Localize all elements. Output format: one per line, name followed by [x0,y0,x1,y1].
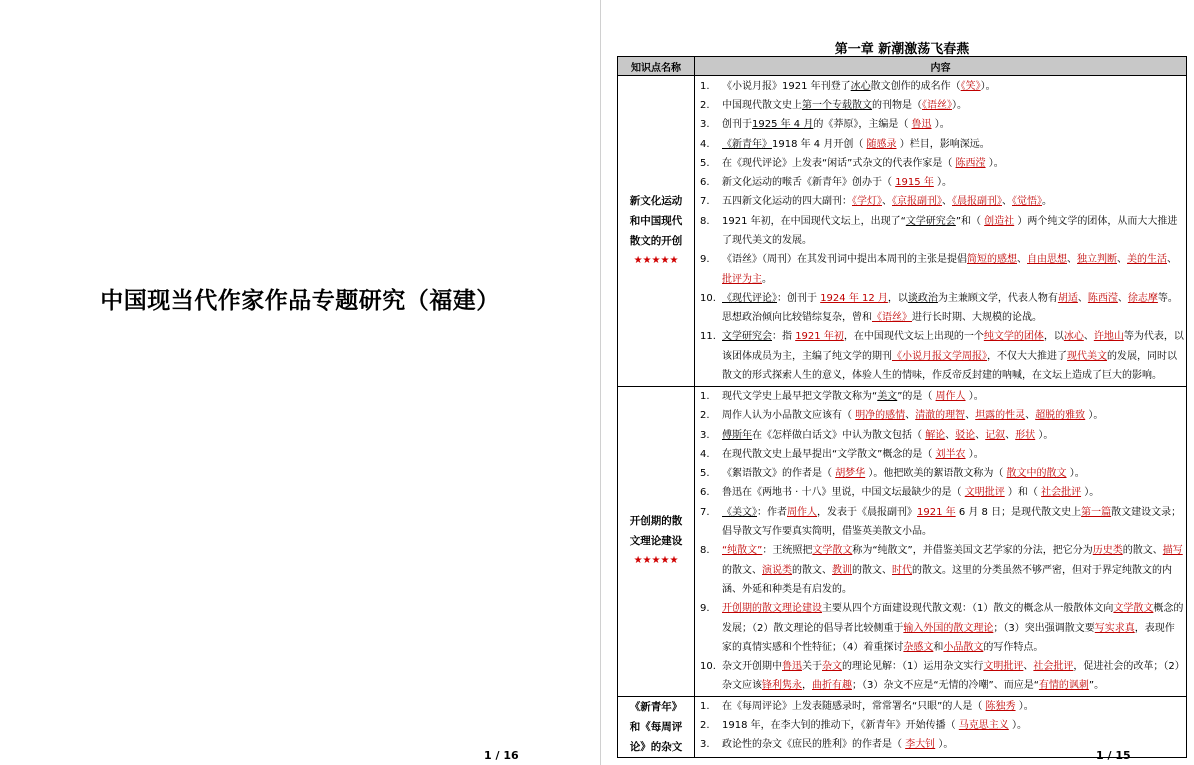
plain-text: ；（3）杂文不应是“无情的冷嘲”、而应是“ [852,680,1039,692]
underlined-text: 1925 年 4 月 [752,119,814,131]
answer-text: 写实求真 [1094,622,1135,634]
plain-text: 《小说月报》1921 年刊登了 [722,80,851,92]
chapter-title: 第一章 新潮激荡飞春燕 [834,42,970,57]
list-item [700,96,1184,115]
answer-text: 文学散文 [1113,603,1154,615]
answer-text: 清澈的理智 [915,410,966,422]
item-number: 5. [700,157,710,169]
list-item [700,716,1184,735]
item-number: 8. [700,215,710,227]
answer-text: 形状 [1015,429,1036,441]
plain-text: 周作人认为小品散文应该有（ [722,410,856,422]
answer-text: 《晨报副刊》 [952,196,1002,208]
item-number: 7. [700,196,710,208]
item-number: 7. [700,506,710,518]
plain-text: 、 [1083,331,1094,343]
list-item [700,387,1184,406]
plain-text: ；（3）突出强调散文要 [993,622,1095,634]
answer-text: 《学灯》 [852,196,882,208]
answer-text: 文明批评 [964,487,1005,499]
plain-text: ）。 [1085,410,1104,422]
answer-text: 陈独秀 [985,700,1016,712]
item-number: 4. [700,448,710,460]
item-number: 3. [700,119,710,131]
item-text [722,154,1184,173]
plain-text: 、 [1025,410,1036,422]
plain-text: 中国现代散文史上 [722,99,802,111]
table-body [618,76,1187,758]
answer-text: 《觉悟》 [1012,196,1042,208]
answer-text: 鲁迅 [782,661,802,673]
answer-text: 许地山 [1093,331,1124,343]
answer-text: 输入外国的散文理论 [903,622,994,634]
header-knowledge-point: 知识点名称 [618,57,695,76]
list-item [700,406,1184,425]
answer-text: 时代 [892,564,912,576]
section-name-line: 和《每周评 [629,720,683,733]
item-number: 2. [700,720,710,732]
header-content: 内容 [695,57,1187,76]
answer-text: 超脱的雅致 [1035,410,1086,422]
answer-text: 周作人 [787,506,817,518]
list-item [700,327,1184,385]
answer-text: 现代美文 [1067,350,1107,362]
item-number: 3. [700,429,710,441]
plain-text: 的写作特点。 [983,641,1044,653]
item-text [722,599,1184,657]
item-text [722,250,1184,289]
plain-text: ）。 [933,177,953,189]
right-page [601,0,1194,765]
list-item [700,445,1184,464]
plain-text: ）。 [952,99,967,111]
answer-text: 记叙 [985,429,1006,441]
plain-text: ，不仅大大推进了 [987,350,1067,362]
item-number: 1. [700,391,710,402]
answer-text: 锋利隽永 [762,680,802,692]
answer-text: 李大钊 [905,739,936,751]
knowledge-table [617,56,1187,758]
underlined-text: 《新青年》 [722,138,772,150]
answer-text: 开创期的散文理论建设 [722,603,822,615]
answer-text: 明净的感情 [855,410,906,422]
plain-text: ，以 [887,292,908,304]
plain-text: 在《每周评论》上发表随感录时，常常署名“只眼”的人是（ [722,700,986,712]
list-item [700,212,1184,251]
plain-text: ）。 [935,739,954,751]
section-name-line: 开创期的散 [629,515,683,528]
plain-text: ）栏目，影响深远。 [896,138,990,150]
plain-text: 、 [942,196,952,208]
list-item [700,657,1184,696]
plain-text: ：王统照把 [762,545,813,557]
answer-text: 杂感文 [903,641,934,653]
item-text [722,426,1184,445]
answer-text: 曲折有趣 [812,680,852,692]
section-name-cell [618,696,695,757]
underlined-text: 第一个专载散文 [802,99,872,111]
section-content-cell [695,387,1187,697]
plain-text: 、 [905,410,916,422]
list-item [700,154,1184,173]
item-text [722,406,1184,425]
plain-text: ）。 [965,391,984,402]
plain-text: 、 [1023,661,1034,673]
list-item [700,464,1184,483]
section-name-cell [618,387,695,697]
item-text [722,541,1184,599]
item-number: 2. [700,410,710,422]
plain-text: ）。 [931,119,950,131]
answer-text: 教训 [832,564,852,576]
section-name-line: 论》的杂文 [629,740,683,753]
item-text [722,115,1184,134]
answer-text: 创造社 [984,215,1015,227]
list-item [700,173,1184,192]
answer-text: 刘半农 [935,448,966,460]
item-text [722,192,1184,211]
item-number: 6. [700,177,710,189]
plain-text: 、 [1002,196,1012,208]
answer-text: 徐志摩 [1127,292,1158,304]
item-text [722,173,1184,192]
answer-text: 《笑》 [960,80,981,92]
plain-text: 等为代表，以该团体成员为主，主编了纯文学的期刊 [722,331,1184,362]
answer-text: 坦露的性灵 [975,410,1026,422]
section-row [618,76,1187,387]
plain-text: 的散文。这里的分类虽然不够严密，但对于界定纯散文的内涵、外延和种类是有启发的。 [722,564,1172,595]
plain-text: 概念的发展；（2）散文理论的倡导者比较侧重于 [722,603,1184,634]
item-list [700,697,1184,755]
item-list [700,387,1184,696]
plain-text: 1918 年 4 月开创（ [772,138,867,150]
plain-text: 的散文、 [722,564,762,576]
section-row [618,387,1187,697]
underlined-text: 文学研究会 [722,331,772,343]
item-text [722,387,1184,406]
answer-text: 1924 年 12 月 [820,292,888,304]
plain-text: ”。 [1088,680,1105,692]
plain-text: ）。 [980,80,996,92]
item-number: 6. [700,487,710,499]
plain-text: 在现代散文史上最早提出“文学散文”概念的是（ [722,448,936,460]
list-item [700,77,1184,96]
plain-text: ：指 [772,331,796,343]
answer-text: 《语丝》 [922,99,952,111]
answer-text: 《京报副刊》 [892,196,942,208]
section-name-line: 新文化运动 [629,195,683,207]
plain-text: 、 [1005,429,1016,441]
plain-text: 《絮语散文》的作者是（ [722,468,836,480]
plain-text: 《语丝》（周刊）在其发刊词中提出本周刊的主张是提倡 [722,254,967,266]
item-number: 8. [700,545,710,557]
plain-text: 杂文开创期中 [722,661,782,673]
answer-text: 陈西滢 [1087,292,1118,304]
plain-text: 创刊于 [722,119,752,131]
item-list [700,77,1184,386]
item-number: 4. [700,138,710,150]
answer-text: 胡适 [1057,292,1078,304]
answer-text: 1921 年初 [795,331,844,343]
left-page-number: 1 / 16 [484,749,519,762]
plain-text: 、 [882,196,892,208]
section-name-line: 和中国现代 [629,215,683,227]
plain-text: ）。 [1081,487,1100,499]
item-text [722,657,1184,696]
section-name-line: 《新青年》 [629,700,683,713]
list-item [700,192,1184,211]
answer-text: 文学散文 [812,545,853,557]
item-number: 10. [700,661,716,673]
answer-text: 杂文 [822,661,842,673]
list-item [700,541,1184,599]
answer-text: 社会批评 [1041,487,1082,499]
item-number: 2. [700,99,710,111]
plain-text: 、 [965,410,976,422]
plain-text: 的散文、 [1122,545,1163,557]
list-item [700,483,1184,502]
answer-text: 驳论 [955,429,976,441]
item-number: 11. [700,331,716,343]
item-text [722,697,1184,716]
plain-text: 和 [933,641,944,653]
plain-text: ”和（ [955,215,985,227]
underlined-text: 《现代评论》 [722,292,777,304]
answer-text: 演说类 [762,564,792,576]
plain-text: 的散文、 [792,564,832,576]
answer-text: 美的生活 [1127,254,1167,266]
plain-text: 1918 年，在李大钊的推动下，《新青年》开始传播（ [722,720,959,732]
answer-text: 随感录 [866,138,897,150]
answer-text: 1921 年 [917,506,956,518]
answer-text: 小品散文 [943,641,984,653]
cover-title: 中国现当代作家作品专题研究（福建） [100,288,500,314]
plain-text: 为主兼顾文学，代表人物有 [937,292,1058,304]
plain-text: 散文创作的成名作（ [870,80,961,92]
plain-text: 、 [1067,254,1077,266]
item-text [722,212,1184,251]
answer-text: 冰心 [1063,331,1084,343]
section-content-cell [695,76,1187,387]
list-item [700,135,1184,154]
item-text [722,327,1184,385]
plain-text: 1921 年初，在中国现代文坛上，出现了“ [722,215,906,227]
plain-text: ）。 [985,157,1004,169]
answer-text: 自由思想 [1027,254,1067,266]
item-number: 1. [700,80,710,92]
item-text [722,135,1184,154]
plain-text: 称为“纯散文”，并借鉴美国文艺学家的分法，把它分为 [852,545,1093,557]
section-name-cell [618,76,695,387]
plain-text: 的理论见解：（1）运用杂文实行 [842,661,984,673]
plain-text: 6 月 8 日；是现代散文史上 [955,506,1082,518]
plain-text: 散文建设文录；倡导散文写作要真实简明，借鉴英美散文小品。 [722,506,1182,538]
plain-text: ）。 [1066,468,1085,480]
list-item [700,250,1184,289]
answer-text: 有情的讽刺 [1038,680,1089,692]
item-number: 1. [700,700,710,712]
plain-text: 新文化运动的喉舌《新青年》创办于（ [722,177,896,189]
rating-stars: ★★★★★ [633,555,679,567]
plain-text: 主要从四个方面建设现代散文观：（1）散文的概念从一般散体文向 [822,603,1114,615]
item-number: 5. [700,468,710,480]
plain-text: 五四新文化运动的四大副刊： [722,196,852,208]
item-text [722,77,1184,96]
section-name-line: 散文的开创 [629,235,683,247]
plain-text: ）两个纯文学的团体，从而大大推进了现代美文的发展。 [722,215,1178,246]
item-text [722,503,1184,542]
underlined-text: 美文 [877,391,898,402]
plain-text: 进行长时期、大规模的论战。 [912,312,1042,324]
underlined-text: 冰心 [850,80,871,92]
plain-text: ，以 [1043,331,1064,343]
plain-text: ”的是（ [897,391,936,402]
answer-text: 批评为主 [722,273,762,285]
plain-text: ）。 [1008,720,1027,732]
plain-text: 、 [975,429,986,441]
underlined-text: 文学研究会 [905,215,956,227]
item-text [722,464,1184,483]
plain-text: 、 [1017,254,1027,266]
underlined-text: 谈政治 [907,292,938,304]
plain-text: ，表现作家的真情实感和个性特征；（4）着重探讨 [722,622,1175,653]
answer-text: 《小说月报文学周报》 [892,350,987,362]
answer-text: 胡梦华 [835,468,866,480]
plain-text: 鲁迅在《两地书 · 十八》里说，中国文坛最缺少的是（ [722,487,965,499]
answer-text: 鲁迅 [911,119,932,131]
answer-text: 简短的感想 [967,254,1017,266]
answer-text: 1915 年 [895,177,934,189]
plain-text: 政论性的杂文《庶民的胜利》的作者是（ [722,739,906,751]
plain-text: 、 [1167,254,1177,266]
plain-text: ）。 [1015,700,1034,712]
list-item [700,426,1184,445]
list-item [700,697,1184,716]
item-text [722,716,1184,735]
item-text [722,96,1184,115]
plain-text: 、 [1117,254,1127,266]
list-item [700,503,1184,542]
list-item [700,115,1184,134]
plain-text: 的发展，同时以散文的形式探索人生的意义，体验人生的情味，作反帝反封建的呐喊，在文坛上造成了巨大的影响。 [722,350,1177,382]
plain-text: 等。思想政治倾向比较错综复杂，曾和 [722,292,1178,324]
answer-text: 独立判断 [1077,254,1117,266]
answer-text: “纯散文” [722,545,763,557]
answer-text: 解论 [925,429,946,441]
answer-text: 纯文学的团体 [983,331,1044,343]
plain-text: ）和（ [1004,487,1042,499]
right-page-number: 1 / 15 [1096,749,1131,762]
underlined-text: 《美文》 [722,506,757,518]
plain-text: 、 [1077,292,1088,304]
plain-text: 在《现代评论》上发表“闲话”式杂文的代表作家是（ [722,157,956,169]
section-name-line: 文理论建设 [629,535,683,548]
answer-text: 历史类 [1092,545,1123,557]
plain-text: ，在中国现代文坛上出现的一个 [843,331,984,343]
item-number: 10. [700,292,716,304]
table-header-row [618,57,1187,76]
answer-text: 《语丝》 [872,312,912,324]
plain-text: ，发表于《晨报副刊》 [817,506,917,518]
answer-text: 社会批评 [1033,661,1074,673]
item-text [722,445,1184,464]
plain-text: ）。 [965,448,984,460]
answer-text: 第一篇 [1081,506,1112,518]
item-text [722,483,1184,502]
answer-text: 散文中的散文 [1006,468,1067,480]
item-number: 3. [700,739,710,751]
answer-text: 陈西滢 [955,157,986,169]
answer-text: 文明批评 [983,661,1024,673]
plain-text: 、 [1117,292,1128,304]
plain-text: 在《怎样做白话文》中认为散文包括（ [752,429,926,441]
plain-text: ：作者 [757,506,787,518]
plain-text: ）。他把欧美的絮语散文称为（ [865,468,1007,480]
plain-text: 、 [945,429,956,441]
plain-text: ：创刊于 [777,292,821,304]
answer-text: 马克思主义 [958,720,1009,732]
answer-text: 周作人 [935,391,966,402]
plain-text: 现代文学史上最早把文学散文称为“ [722,391,878,402]
list-item [700,599,1184,657]
rating-stars: ★★★★★ [633,255,679,266]
plain-text: 的《莽原》，主编是（ [813,119,912,131]
underlined-text: 傅斯年 [722,429,752,441]
answer-text: 描写 [1162,545,1183,557]
plain-text: 。 [762,273,772,285]
plain-text: ）。 [1035,429,1054,441]
item-text [722,289,1184,328]
list-item [700,289,1184,328]
plain-text: 关于 [802,661,822,673]
plain-text: ， [802,680,812,692]
item-number: 9. [700,603,710,615]
item-number: 9. [700,254,710,266]
plain-text: ，促进社会的改革；（2）杂文应该 [722,661,1180,692]
plain-text: 。 [1042,196,1052,208]
plain-text: 的刊物是（ [872,99,922,111]
plain-text: 的散文、 [852,564,892,576]
